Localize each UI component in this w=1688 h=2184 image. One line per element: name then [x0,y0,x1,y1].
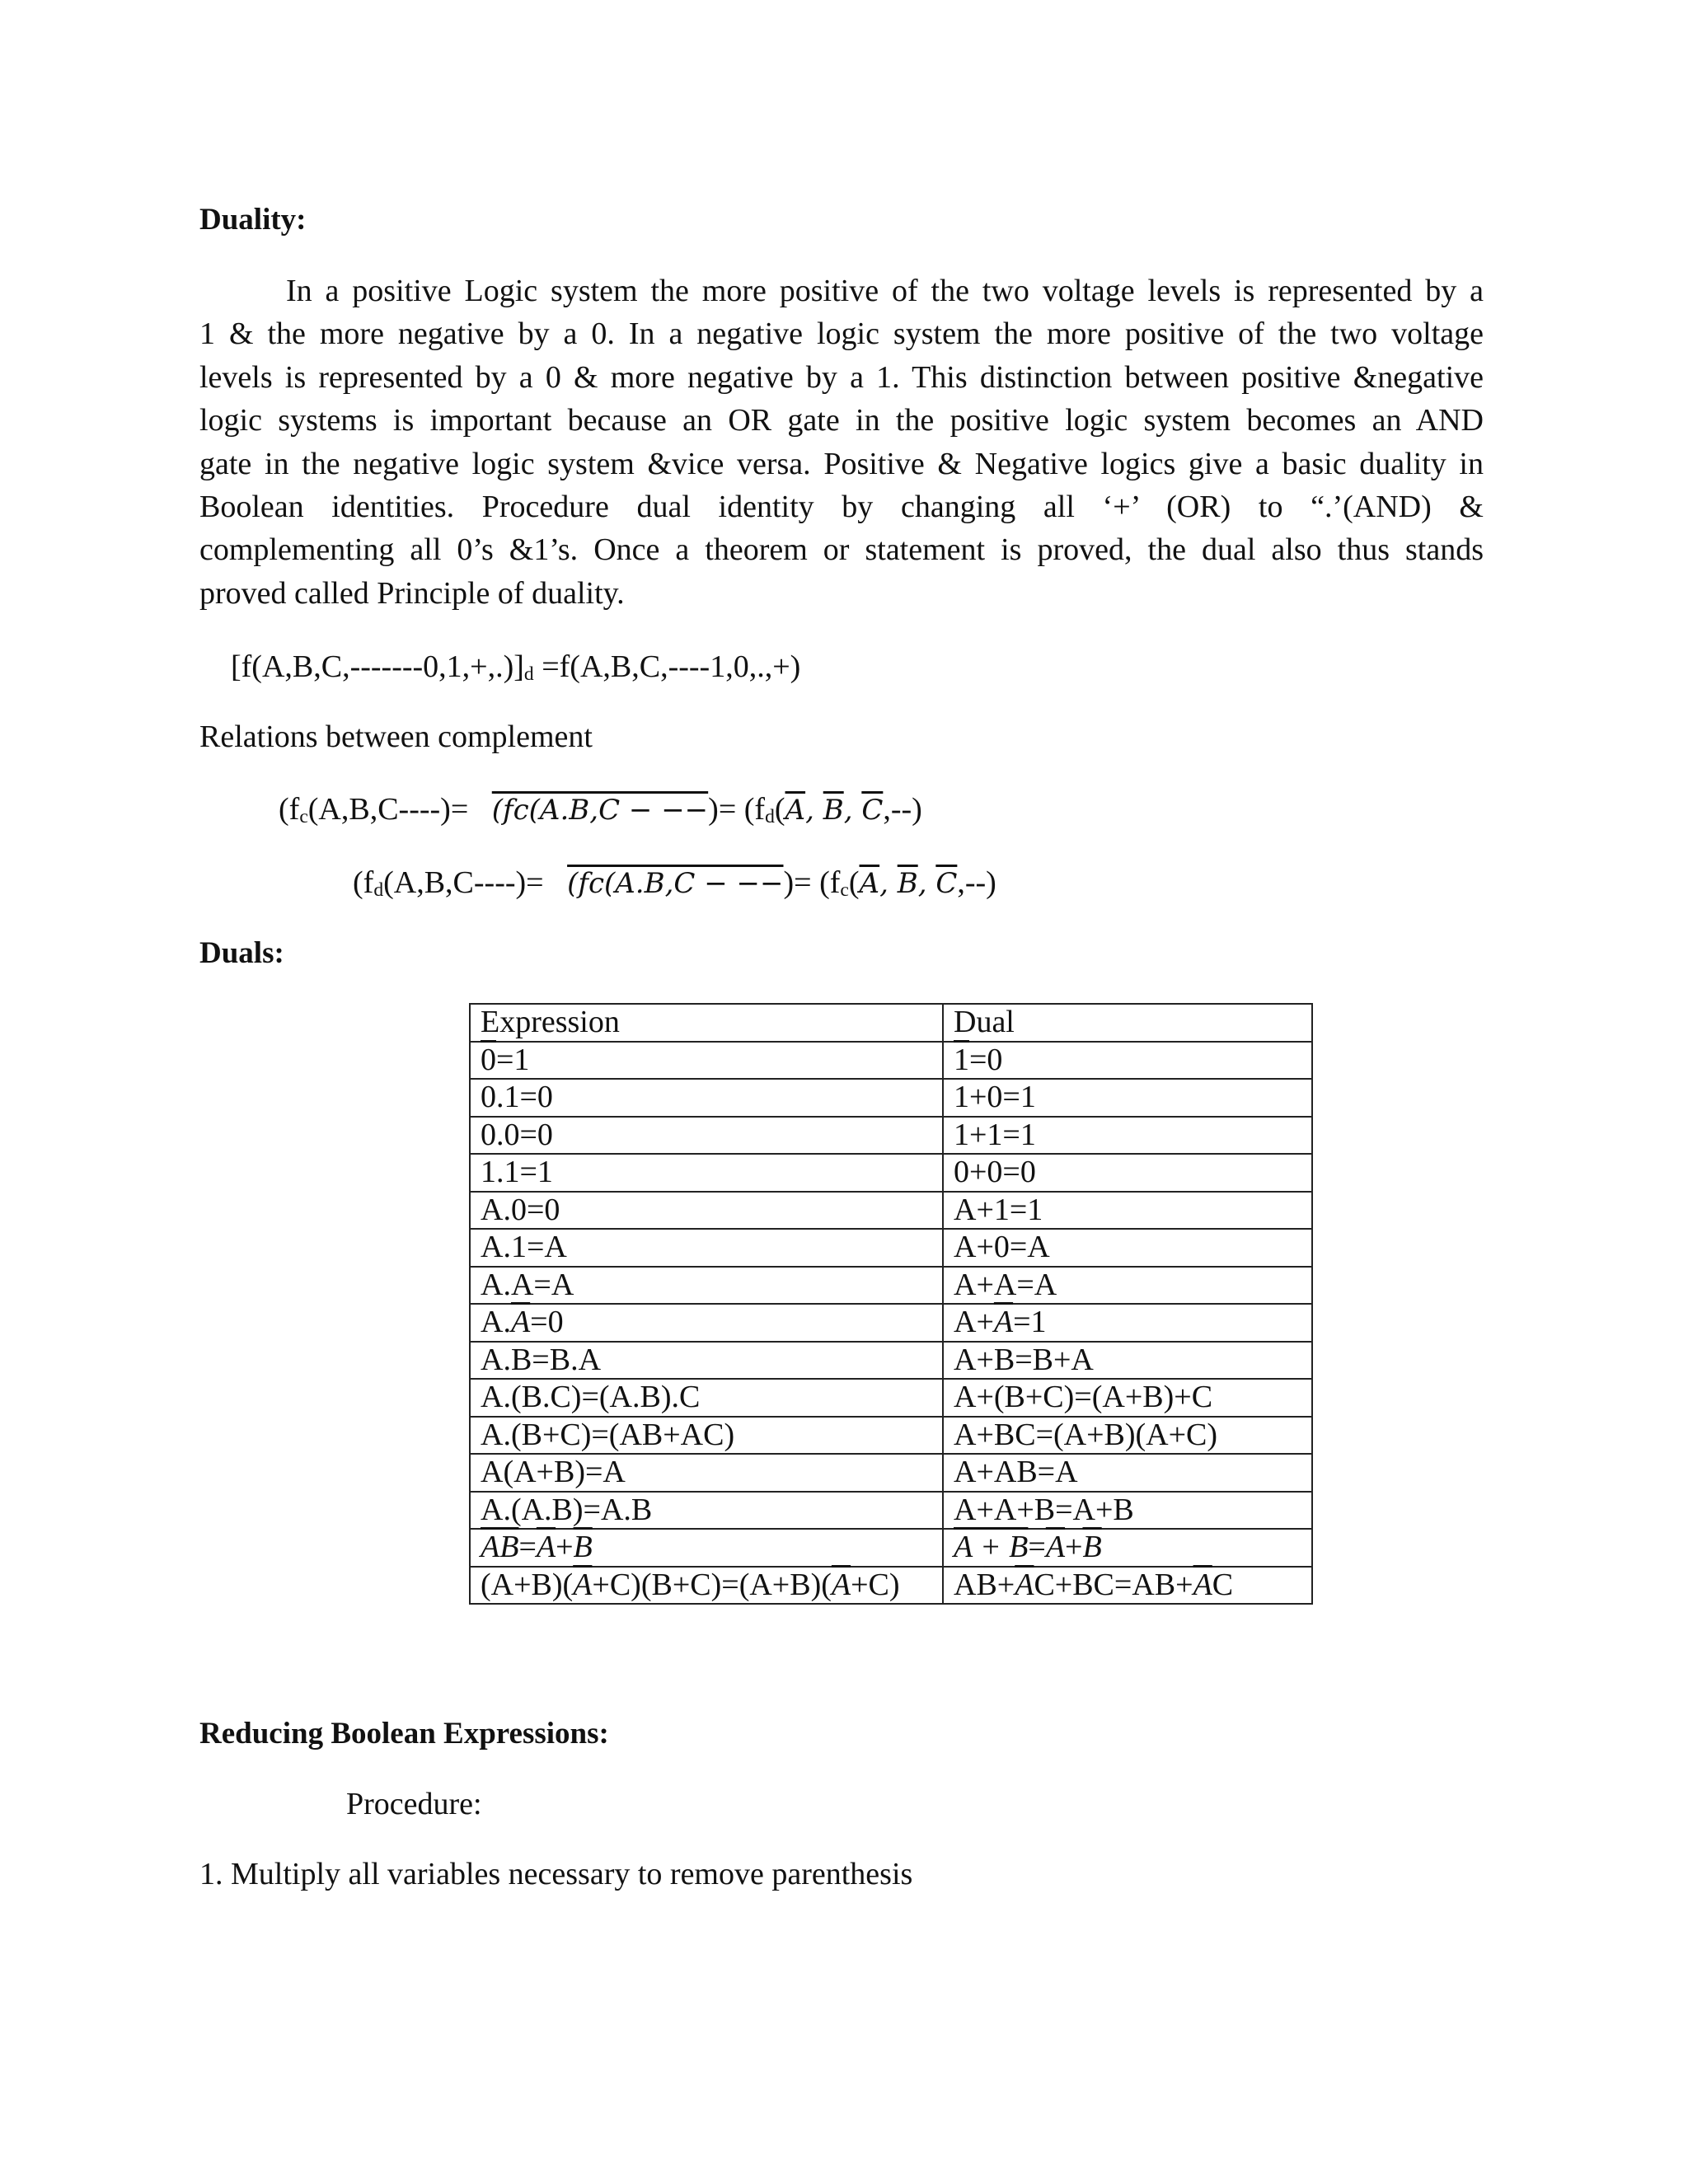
dual-cell: 0+0=0 [943,1154,1312,1192]
table-header-row [470,1004,1312,1042]
duals-table [469,1003,1313,1605]
expression-cell: A.B=B.A [470,1342,943,1380]
paragraph-line: gate in the negative logic system &vice versa. Positive & Negative logics give a basic duality in [199,446,1484,481]
dual-cell: A+A+B=A+B [943,1492,1312,1530]
table-row [470,1042,1312,1080]
duality-paragraph [199,269,1484,615]
dual-cell: A+1=1 [943,1192,1312,1230]
dual-cell: 1+1=1 [943,1117,1312,1155]
expression-cell: 0=1 [470,1042,943,1080]
expression-cell: A.A=A [470,1267,943,1305]
section-heading-duals: Duals: [199,936,284,970]
expression-cell: A.(A.B)=A.B [470,1492,943,1530]
paragraph-line: proved called Principle of duality. [199,575,625,611]
expression-cell: A.1=A [470,1229,943,1267]
dual-cell: $AB+\overline{A}C+BC=AB+\overline{A}C$ [943,1567,1312,1605]
paragraph-line: In a positive Logic system the more positive of the two voltage levels is represented by a [286,274,1484,308]
table-row [470,1117,1312,1155]
dual-cell: A+A=A [943,1267,1312,1305]
paragraph-line: complementing all 0’s &1’s. Once a theorem or statement is proved, the dual also thus stands [199,532,1484,568]
expression-cell: $A.\overline{A}=0$ [470,1304,943,1342]
expression-cell: A.0=0 [470,1192,943,1230]
dual-cell: $A + B=\overline{A}+\overline{B}$ [943,1529,1312,1567]
expression-cell: 1.1=1 [470,1154,943,1192]
table-row [470,1267,1312,1305]
expression-cell: 0.1=0 [470,1079,943,1117]
table-row [470,1079,1312,1117]
relation-formula-2: ($f_d(A,B,C----)= (fc(A.B,C$ − −−)= ($f_c(\overline{A}$, $\overline{B}$, $\overline{C},--$) [353,865,996,902]
expression-cell: A.(B.C)=(A.B).C [470,1379,943,1417]
expression-cell: 0.0=0 [470,1117,943,1155]
table-row [470,1304,1312,1342]
paragraph-line: Boolean identities. Procedure dual identity by changing all ‘+’ (OR) to “.’(AND) & [199,489,1484,524]
dual-cell: A+(B+C)=(A+B)+C [943,1379,1312,1417]
section-heading-reducing: Reducing Boolean Expressions: [199,1717,609,1750]
column-header-expression: Expression [470,1004,943,1042]
table-row [470,1567,1312,1605]
table-row [470,1229,1312,1267]
dual-cell: A+BC=(A+B)(A+C) [943,1417,1312,1455]
dual-cell: 1=0 [943,1042,1312,1080]
paragraph-line: levels is represented by a 0 & more negative by a 1. This distinction between positive &negative [199,359,1484,395]
paragraph-line: logic systems is important because an OR gate in the positive logic system becomes an AND [199,403,1484,438]
dual-cell: A+B=B+A [943,1342,1312,1380]
table-row [470,1192,1312,1230]
complement-expression: (fc(A.B,C − −− [567,867,784,900]
expression-cell: $\overline{AB}=\overline{A}+\overline{B}$ [470,1529,943,1567]
column-header-dual: Dual [943,1004,1312,1042]
relations-label: Relations between complement [199,719,593,754]
table-row [470,1379,1312,1417]
dual-cell: A+0=A [943,1229,1312,1267]
expression-cell: A.(B+C)=(AB+AC) [470,1417,943,1455]
table-row [470,1454,1312,1492]
dual-cell: A+AB=A [943,1454,1312,1492]
procedure-step-1: 1. Multiply all variables necessary to remove parenthesis [199,1857,913,1891]
complement-expression: (fc(A.B,C − −− [491,794,709,827]
duality-formula: $[f(A,B,C,-------0,1,+,.)]_d =f(A,B,C,----1,0,.,+)$ [231,649,801,686]
relation-formula-1: ($f_c(A,B,C----)= (fc(A.B,C$ − −−)= ($f_d(\overline{A}$, $\overline{B}$, $\overline{C},--$) [279,792,922,828]
expression-cell: A(A+B)=A [470,1454,943,1492]
dual-cell: 1+0=1 [943,1079,1312,1117]
table-row [470,1342,1312,1380]
table-row [470,1492,1312,1530]
table-row [470,1417,1312,1455]
table-row [470,1154,1312,1192]
table-row [470,1529,1312,1567]
paragraph-line: 1 & the more negative by a 0. In a negative logic system the more positive of the two voltage [199,316,1484,352]
dual-cell: $A+\overline{A}=1$ [943,1304,1312,1342]
expression-cell: $(A+B)(\overline{A}+C)(B+C)=(A+B)(\overline{A}+C)$ [470,1567,943,1605]
procedure-label: Procedure: [346,1787,482,1821]
section-heading-duality: Duality: [199,203,307,237]
